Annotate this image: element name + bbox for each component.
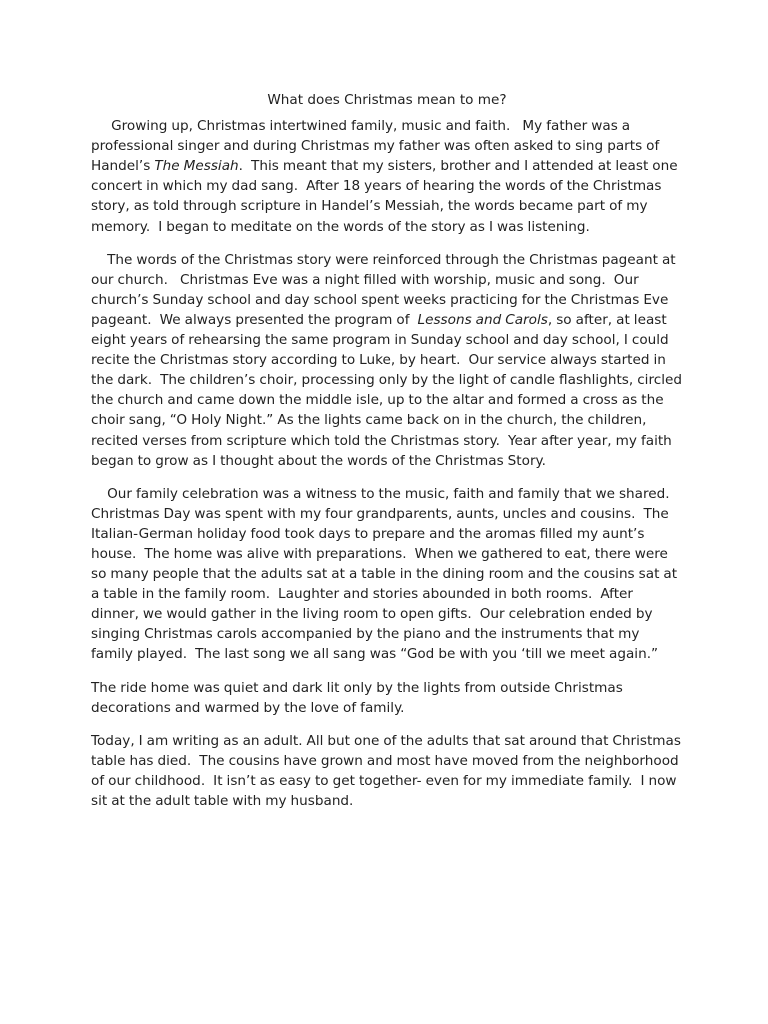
text-segment: The words of the Christmas story were reinforced through the Christmas pageant at our church. Christmas Eve was a night filled with worship, music and song. Our church’s Sunday school and day school spent weeks practicing for the Christmas Eve pageant. We always presented the program of [91, 251, 680, 328]
text-segment: , so after, at least eight years of rehearsing the same program in Sunday school and day school, I could recite the Christmas story according to Luke, by heart. Our service always started in the dark. The children’s choir, processing only by the light of candle flashlights, circled the church and came down the middle isle, up to the altar and formed a cross as the choir sang, “O Holy Night.” As the lights came back on in the church, the children, recited verses from scripture which told the Christmas story. Year after year, my faith began to grow as I thought about the words of the Christmas Story. [91, 311, 687, 469]
text-segment: Growing up, Christmas intertwined family, music and faith. My father was a professional singer and during Christmas my father was often asked to sing parts of Handel’s [91, 118, 664, 175]
document-title: What does Christmas mean to me? [267, 92, 507, 108]
paragraph-today [91, 731, 683, 811]
paragraph-growing-up [91, 116, 683, 237]
italic-title-the-messiah: The Messiah [154, 158, 239, 175]
text-segment: Today, I am writing as an adult. All but one of the adults that sat around that Christmas table has died. The cousins have grown and most have moved from the neighborhood of our childhood. It isn’t as easy to get together- even for my immediate family. I now sit at the adult table with my husband. [91, 732, 685, 809]
italic-title-lessons-and-carols: Lessons and Carols [417, 311, 548, 328]
paragraph-family-celebration [91, 484, 683, 665]
text-segment: Our family celebration was a witness to the music, faith and family that we shared. Christmas Day was spent with my four grandparents, aunts, uncles and cousins. The Italian-German holiday food took days to prepare and the aromas filled my aunt’s house. The home was alive with preparations. When we gathered to eat, there were so many people that the adults sat at a table in the dining room and the cousins sat at a table in the family room. Laughter and stories abounded in both rooms. After dinner, we would gather in the living room to open gifts. Our celebration ended by singing Christmas carols accompanied by the piano and the instruments that my family played. The last song we all sang was “God be with you ‘till we meet again.” [91, 485, 682, 663]
document-body [91, 90, 687, 824]
paragraph-ride-home [91, 678, 683, 718]
text-segment: The ride home was quiet and dark lit only by the lights from outside Christmas decorations and warmed by the love of family. [91, 679, 627, 716]
text-segment: . This meant that my sisters, brother and I attended at least one concert in which my dad sang. After 18 years of hearing the words of the Christmas story, as told through scripture in Handel’s Messiah, the words became part of my memory. I began to meditate on the words of the story as I was listening. [91, 158, 682, 235]
paragraph-pageant [91, 250, 687, 471]
